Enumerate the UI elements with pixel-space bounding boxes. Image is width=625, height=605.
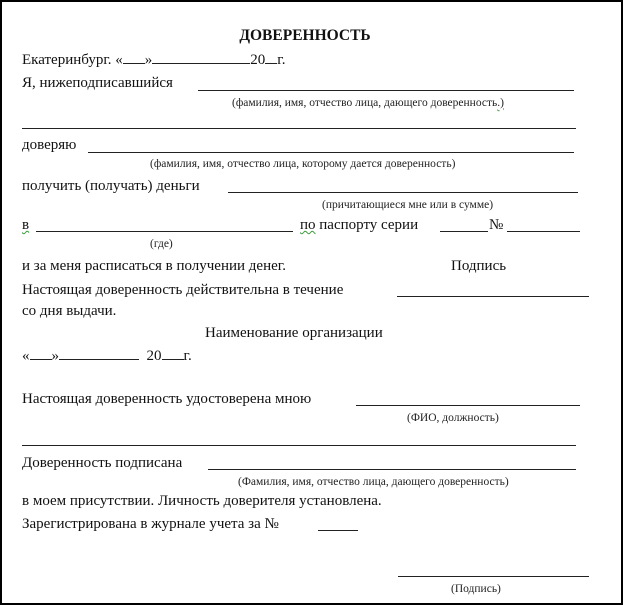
passport-label-line (300, 216, 418, 234)
final-signature-hint: (Подпись) (451, 583, 501, 595)
sign-receipt-text: и за меня расписаться в получении денег. (22, 258, 286, 274)
receive-blank[interactable] (228, 192, 578, 193)
trust-label: доверяю (22, 137, 77, 153)
day-blank[interactable] (123, 50, 145, 64)
city-date-line (22, 50, 286, 69)
certified-hint: (ФИО, должность) (407, 412, 499, 424)
where-prefix-text: в (22, 217, 30, 233)
grantor-hint (232, 96, 504, 110)
passport-number-blank[interactable] (507, 231, 580, 232)
where-blank[interactable] (36, 231, 293, 232)
presence-text: в моем присутствии. Личность доверителя установлена. (22, 493, 382, 509)
signed-blank[interactable] (208, 469, 576, 470)
final-signature-blank[interactable] (398, 576, 589, 577)
trustee-hint: (фамилия, имя, отчество лица, которому дается доверенность) (150, 158, 456, 170)
journal-number-blank[interactable] (318, 530, 358, 531)
issue-date-line (22, 346, 192, 365)
grantor-blank[interactable] (198, 90, 574, 91)
validity-label: Настоящая доверенность действительна в течение (22, 282, 344, 298)
quote-close: » (144, 52, 153, 68)
city-label: Екатеринбург. (22, 52, 112, 68)
number-sign: № (489, 217, 504, 233)
year-prefix: 20 (250, 52, 266, 68)
month-blank[interactable] (152, 50, 250, 64)
passport-series-blank[interactable] (440, 231, 488, 232)
signed-label: Доверенность подписана (22, 455, 183, 471)
date-year-prefix: 20 (146, 348, 162, 364)
grantor-continuation-blank[interactable] (22, 128, 576, 129)
passport-prefix: по (300, 217, 316, 233)
quote-open: « (115, 52, 123, 68)
grantor-hint-text: (фамилия, имя, отчество лица, дающего доверенность (232, 97, 498, 109)
date-year-suffix: г. (183, 348, 192, 364)
year-blank[interactable] (265, 50, 277, 64)
where-prefix (22, 216, 29, 234)
date-month-blank[interactable] (59, 346, 139, 360)
certified-continuation-blank[interactable] (22, 445, 576, 446)
year-suffix: г. (277, 52, 286, 68)
date-quote-close: » (51, 348, 59, 364)
certified-label: Настоящая доверенность удостоверена мною (22, 391, 312, 407)
organization-name: Наименование организации (205, 325, 383, 341)
grantor-hint-end: .) (497, 97, 504, 109)
validity-blank[interactable] (397, 296, 589, 297)
validity-tail: со дня выдачи. (22, 303, 117, 319)
signature-label: Подпись (451, 258, 507, 274)
trustee-blank[interactable] (88, 152, 574, 153)
passport-label: паспорту серии (319, 217, 419, 233)
receive-hint: (причитающиеся мне или в сумме) (322, 199, 494, 211)
date-year-blank[interactable] (162, 346, 184, 360)
journal-label: Зарегистрирована в журнале учета за № (22, 516, 279, 532)
where-hint: (где) (150, 238, 173, 250)
certified-blank[interactable] (356, 405, 580, 406)
document-title: ДОВЕРЕННОСТЬ (239, 27, 371, 44)
date-quote-open: « (22, 348, 30, 364)
receive-label: получить (получать) деньги (22, 178, 200, 194)
grantor-label: Я, нижеподписавшийся (22, 75, 173, 91)
date-day-blank[interactable] (30, 346, 52, 360)
signed-hint: (Фамилия, имя, отчество лица, дающего доверенность) (238, 476, 509, 488)
